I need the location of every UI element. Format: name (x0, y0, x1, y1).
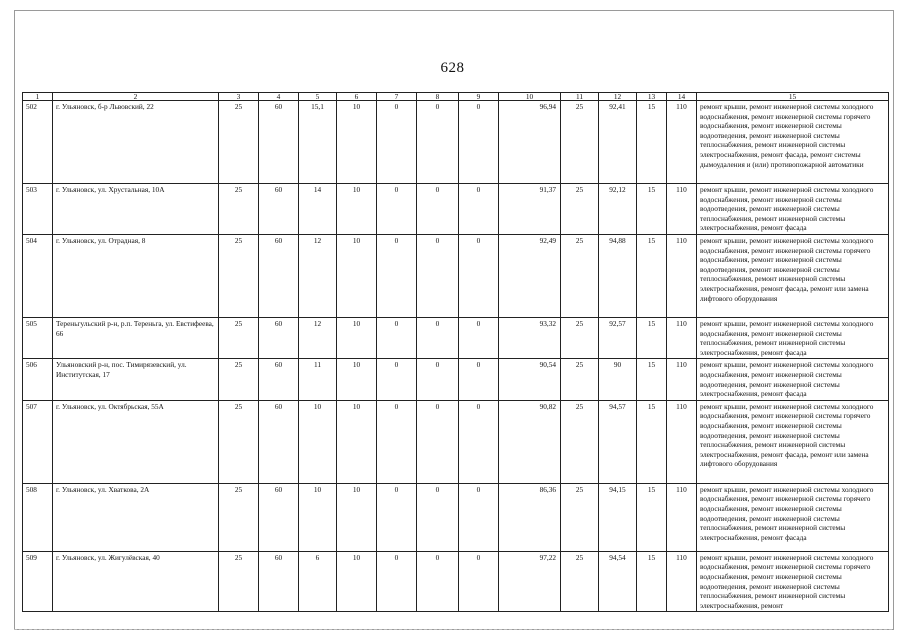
value-cell: 60 (259, 317, 299, 358)
works-cell: ремонт крыши, ремонт инженерной системы холодного водоснабжения, ремонт инженерной системы водоотведения, ремонт инженерной системы теплоснабжения, ремонт инженерной системы электроснабжения, ремонт фасада (697, 184, 889, 235)
value-cell: 110 (667, 483, 697, 551)
value-cell: 15 (637, 483, 667, 551)
table-row (23, 184, 889, 235)
value-cell: 0 (377, 101, 417, 184)
value-cell: 96,94 (499, 101, 561, 184)
column-header: 3 (219, 93, 259, 101)
value-cell: 110 (667, 400, 697, 483)
value-cell: 25 (219, 400, 259, 483)
column-header: 1 (23, 93, 53, 101)
table-row (23, 551, 889, 612)
value-cell: 0 (377, 483, 417, 551)
value-cell: 25 (561, 184, 599, 235)
table-row (23, 359, 889, 400)
value-cell: 94,57 (599, 400, 637, 483)
value-cell: 0 (417, 359, 459, 400)
value-cell: 92,41 (599, 101, 637, 184)
table-row (23, 101, 889, 184)
value-cell: 25 (219, 359, 259, 400)
column-header: 9 (459, 93, 499, 101)
row-number-cell: 503 (23, 184, 53, 235)
value-cell: 90,54 (499, 359, 561, 400)
value-cell: 0 (459, 101, 499, 184)
value-cell: 15 (637, 101, 667, 184)
column-header: 14 (667, 93, 697, 101)
address-cell: Тереньгульский р-н, р.п. Тереньга, ул. Евстифеева, 66 (53, 317, 219, 358)
address-cell: Ульяновский р-н, пос. Тимирязевский, ул. Институтская, 17 (53, 359, 219, 400)
column-header: 5 (299, 93, 337, 101)
value-cell: 10 (337, 184, 377, 235)
value-cell: 25 (219, 551, 259, 612)
value-cell: 86,36 (499, 483, 561, 551)
table-row (23, 483, 889, 551)
row-number-cell: 507 (23, 400, 53, 483)
value-cell: 14 (299, 184, 337, 235)
value-cell: 92,49 (499, 234, 561, 317)
value-cell: 110 (667, 184, 697, 235)
page-bottom-edge (14, 629, 892, 630)
address-cell: г. Ульяновск, ул. Хваткова, 2А (53, 483, 219, 551)
table-row (23, 234, 889, 317)
value-cell: 60 (259, 359, 299, 400)
column-header: 10 (499, 93, 561, 101)
value-cell: 90 (599, 359, 637, 400)
value-cell: 94,88 (599, 234, 637, 317)
value-cell: 25 (561, 317, 599, 358)
value-cell: 15 (637, 359, 667, 400)
row-number-cell: 506 (23, 359, 53, 400)
column-header: 11 (561, 93, 599, 101)
column-header: 7 (377, 93, 417, 101)
value-cell: 10 (337, 551, 377, 612)
value-cell: 6 (299, 551, 337, 612)
value-cell: 25 (219, 184, 259, 235)
value-cell: 0 (377, 551, 417, 612)
value-cell: 25 (561, 400, 599, 483)
column-header: 4 (259, 93, 299, 101)
value-cell: 15 (637, 317, 667, 358)
value-cell: 0 (459, 234, 499, 317)
value-cell: 0 (459, 551, 499, 612)
value-cell: 25 (561, 483, 599, 551)
address-cell: г. Ульяновск, ул. Жигулёвская, 40 (53, 551, 219, 612)
table-row (23, 400, 889, 483)
header-row (23, 93, 889, 101)
value-cell: 25 (219, 483, 259, 551)
value-cell: 25 (561, 101, 599, 184)
value-cell: 15 (637, 400, 667, 483)
value-cell: 0 (459, 483, 499, 551)
value-cell: 25 (561, 359, 599, 400)
value-cell: 12 (299, 317, 337, 358)
address-cell: г. Ульяновск, ул. Отрадная, 8 (53, 234, 219, 317)
value-cell: 15 (637, 184, 667, 235)
row-number-cell: 504 (23, 234, 53, 317)
value-cell: 10 (299, 483, 337, 551)
value-cell: 10 (337, 317, 377, 358)
value-cell: 0 (377, 400, 417, 483)
value-cell: 91,37 (499, 184, 561, 235)
column-header: 2 (53, 93, 219, 101)
value-cell: 90,82 (499, 400, 561, 483)
works-cell: ремонт крыши, ремонт инженерной системы холодного водоснабжения, ремонт инженерной системы горячего водоснабжения, ремонт инженерной системы водоотведения, ремонт инженерной системы теплоснабжения, ремонт инженерной системы электроснабжения, ремонт фасада (697, 483, 889, 551)
value-cell: 15 (637, 234, 667, 317)
value-cell: 15 (637, 551, 667, 612)
value-cell: 97,22 (499, 551, 561, 612)
value-cell: 25 (561, 234, 599, 317)
column-header: 8 (417, 93, 459, 101)
works-cell: ремонт крыши, ремонт инженерной системы холодного водоснабжения, ремонт инженерной системы горячего водоснабжения, ремонт инженерной системы водоотведения, ремонт инженерной системы теплоснабжения, ремонт инженерной системы электроснабжения, ремонт фасада, ремонт или замена лифтового оборудования (697, 400, 889, 483)
value-cell: 0 (377, 184, 417, 235)
value-cell: 60 (259, 234, 299, 317)
value-cell: 60 (259, 400, 299, 483)
value-cell: 0 (417, 234, 459, 317)
value-cell: 60 (259, 101, 299, 184)
value-cell: 25 (219, 101, 259, 184)
value-cell: 92,12 (599, 184, 637, 235)
row-number-cell: 505 (23, 317, 53, 358)
column-header: 15 (697, 93, 889, 101)
table-row (23, 317, 889, 358)
value-cell: 10 (337, 101, 377, 184)
value-cell: 25 (219, 234, 259, 317)
value-cell: 110 (667, 317, 697, 358)
row-number-cell: 509 (23, 551, 53, 612)
value-cell: 0 (459, 184, 499, 235)
value-cell: 0 (417, 400, 459, 483)
value-cell: 11 (299, 359, 337, 400)
value-cell: 110 (667, 359, 697, 400)
value-cell: 60 (259, 551, 299, 612)
row-number-cell: 502 (23, 101, 53, 184)
value-cell: 110 (667, 234, 697, 317)
column-header: 13 (637, 93, 667, 101)
value-cell: 0 (417, 317, 459, 358)
value-cell: 110 (667, 551, 697, 612)
value-cell: 0 (459, 400, 499, 483)
works-cell: ремонт крыши, ремонт инженерной системы холодного водоснабжения, ремонт инженерной системы горячего водоснабжения, ремонт инженерной системы водоотведения, ремонт инженерной системы теплоснабжения, ремонт инженерной системы электроснабжения, ремонт (697, 551, 889, 612)
value-cell: 94,15 (599, 483, 637, 551)
value-cell: 10 (337, 400, 377, 483)
value-cell: 92,57 (599, 317, 637, 358)
address-cell: г. Ульяновск, ул. Хрустальная, 10А (53, 184, 219, 235)
works-cell: ремонт крыши, ремонт инженерной системы холодного водоснабжения, ремонт инженерной системы теплоснабжения, ремонт инженерной системы электроснабжения, ремонт фасада (697, 317, 889, 358)
value-cell: 0 (459, 359, 499, 400)
value-cell: 25 (219, 317, 259, 358)
value-cell: 0 (417, 101, 459, 184)
value-cell: 0 (377, 234, 417, 317)
value-cell: 94,54 (599, 551, 637, 612)
value-cell: 93,32 (499, 317, 561, 358)
value-cell: 15,1 (299, 101, 337, 184)
value-cell: 60 (259, 483, 299, 551)
value-cell: 25 (561, 551, 599, 612)
page-number: 628 (440, 60, 465, 76)
value-cell: 10 (337, 359, 377, 400)
address-cell: г. Ульяновск, б-р Львовский, 22 (53, 101, 219, 184)
value-cell: 10 (337, 483, 377, 551)
row-number-cell: 508 (23, 483, 53, 551)
works-cell: ремонт крыши, ремонт инженерной системы холодного водоснабжения, ремонт инженерной системы водоотведения, ремонт инженерной системы электроснабжения, ремонт фасада (697, 359, 889, 400)
address-cell: г. Ульяновск, ул. Октябрьская, 55А (53, 400, 219, 483)
column-header: 6 (337, 93, 377, 101)
repair-table (22, 92, 889, 612)
value-cell: 0 (417, 551, 459, 612)
works-cell: ремонт крыши, ремонт инженерной системы холодного водоснабжения, ремонт инженерной системы горячего водоснабжения, ремонт инженерной системы водоотведения, ремонт инженерной системы теплоснабжения, ремонт инженерной системы электроснабжения, ремонт фасада, ремонт системы дымоудаления и (или) противопожарной автоматики (697, 101, 889, 184)
works-cell: ремонт крыши, ремонт инженерной системы холодного водоснабжения, ремонт инженерной системы горячего водоснабжения, ремонт инженерной системы водоотведения, ремонт инженерной системы теплоснабжения, ремонт инженерной системы электроснабжения, ремонт фасада, ремонт или замена лифтового оборудования (697, 234, 889, 317)
column-header: 12 (599, 93, 637, 101)
value-cell: 10 (299, 400, 337, 483)
value-cell: 110 (667, 101, 697, 184)
value-cell: 0 (417, 184, 459, 235)
value-cell: 12 (299, 234, 337, 317)
value-cell: 10 (337, 234, 377, 317)
value-cell: 60 (259, 184, 299, 235)
value-cell: 0 (417, 483, 459, 551)
value-cell: 0 (377, 317, 417, 358)
value-cell: 0 (459, 317, 499, 358)
value-cell: 0 (377, 359, 417, 400)
